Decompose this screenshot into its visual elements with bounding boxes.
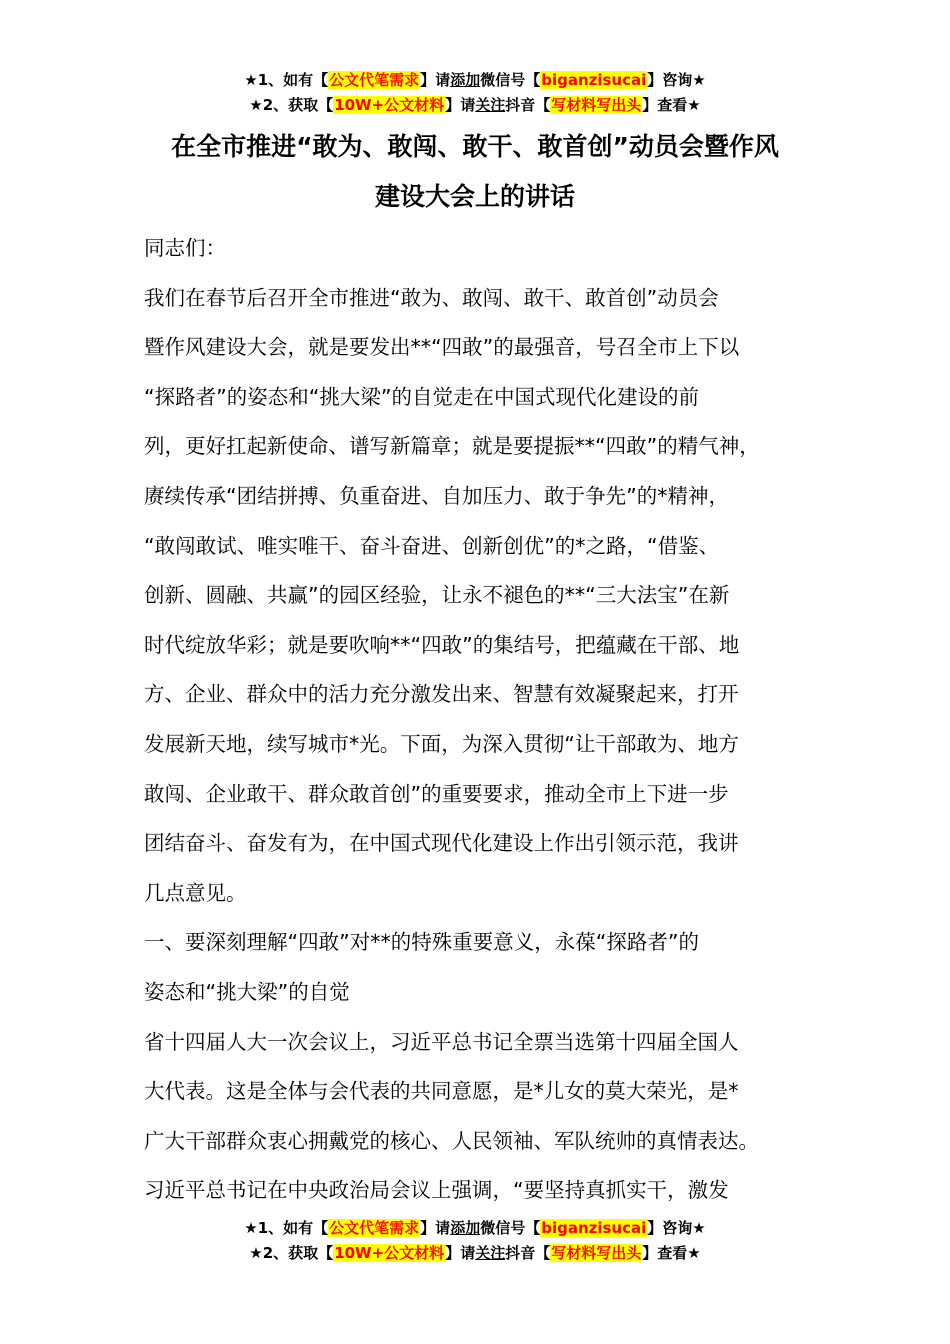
- underlined-text: 添加: [450, 1219, 481, 1237]
- banner-text: 】咨询★: [647, 1219, 706, 1237]
- title-line-1: 在全市推进“敢为、敢闯、敢干、敢首创”动员会暨作风: [171, 132, 779, 161]
- banner-line-2: [0, 1241, 950, 1266]
- body-line: 习近平总书记在中央政治局会议上强调，“要坚持真抓实干，激发: [144, 1178, 729, 1203]
- highlight-text: 10W+公文材料: [334, 96, 445, 114]
- document-body: [144, 224, 844, 1216]
- body-line: 暨作风建设大会，就是要发出**“四敢”的最强音，号召全市上下以: [144, 335, 740, 360]
- body-line: 团结奋斗、奋发有为，在中国式现代化建设上作出引领示范，我讲: [144, 831, 739, 856]
- banner-text: ★1、如有【: [244, 1219, 329, 1237]
- highlight-text: 公文代笔需求: [329, 1219, 420, 1237]
- body-line: “敢闯敢试、唯实唯干、奋斗奋进、创新创优”的*之路，“借鉴、: [144, 533, 720, 558]
- body-line: 我们在春节后召开全市推进“敢为、敢闯、敢干、敢首创”动员会: [144, 285, 719, 310]
- body-line: 广大干部群众衷心拥戴党的核心、人民领袖、军队统帅的真情表达。: [144, 1128, 759, 1153]
- highlight-text: 公文代笔需求: [329, 71, 420, 89]
- highlight-text: 写材料写出头: [551, 96, 642, 114]
- underlined-text: 添加: [450, 71, 481, 89]
- body-line: 时代绽放华彩；就是要吹响**“四敢”的集结号，把蕴藏在干部、地: [144, 632, 740, 657]
- body-line: 敢闯、企业敢干、群众敢首创”的重要要求，推动全市上下进一步: [144, 781, 729, 806]
- body-line: 一、要深刻理解“四敢”对**的特殊重要意义，永葆“探路者”的: [144, 930, 699, 955]
- body-line: 创新、圆融、共赢”的园区经验，让永不褪色的**“三大法宝”在新: [144, 583, 730, 608]
- banner-text: 】查看★: [642, 1244, 701, 1262]
- body-line: 方、企业、群众中的活力充分激发出来、智慧有效凝聚起来，打开: [144, 682, 739, 707]
- banner-line-1: [0, 1216, 950, 1241]
- highlight-text: biganzisucai: [541, 71, 647, 89]
- banner-text: 】请: [445, 1244, 476, 1262]
- body-line: 赓续传承“团结拼搏、负重奋进、自加压力、敢于争先”的*精神，: [144, 483, 729, 508]
- banner-text: 微信号【: [480, 71, 541, 89]
- banner-text: 】查看★: [642, 96, 701, 114]
- body-line: 同志们：: [144, 236, 226, 260]
- banner-line-1: [0, 68, 950, 93]
- banner-line-2: [0, 93, 950, 118]
- banner-text: 】请: [420, 1219, 451, 1237]
- body-line: 大代表。这是全体与会代表的共同意愿，是*儿女的莫大荣光，是*: [144, 1079, 739, 1104]
- banner-text: 微信号【: [480, 1219, 541, 1237]
- highlight-text: biganzisucai: [541, 1219, 647, 1237]
- body-line: 发展新天地，续写城市*光。下面，为深入贯彻“让干部敢为、地方: [144, 731, 739, 756]
- body-line: 姿态和“挑大梁”的自觉: [144, 979, 350, 1004]
- underlined-text: 关注: [475, 96, 506, 114]
- body-line: 几点意见。: [144, 880, 247, 905]
- highlight-text: 写材料写出头: [551, 1244, 642, 1262]
- underlined-text: 关注: [475, 1244, 506, 1262]
- header-banner: [0, 68, 950, 118]
- banner-text: 】咨询★: [647, 71, 706, 89]
- title-line-2: 建设大会上的讲话: [374, 182, 575, 211]
- highlight-text: 10W+公文材料: [334, 1244, 445, 1262]
- banner-text: 】请: [445, 96, 476, 114]
- banner-text: ★2、获取【: [249, 1244, 334, 1262]
- body-line: 省十四届人大一次会议上，习近平总书记全票当选第十四届全国人: [144, 1029, 739, 1054]
- banner-text: ★1、如有【: [244, 71, 329, 89]
- banner-text: 抖音【: [505, 1244, 551, 1262]
- footer-banner: [0, 1216, 950, 1266]
- banner-text: 】请: [420, 71, 451, 89]
- body-line: 列，更好扛起新使命、谱写新篇章；就是要提振**“四敢”的精气神，: [144, 434, 760, 459]
- banner-text: ★2、获取【: [249, 96, 334, 114]
- body-line: “探路者”的姿态和“挑大梁”的自觉走在中国式现代化建设的前: [144, 384, 699, 409]
- document-title: [0, 122, 950, 222]
- banner-text: 抖音【: [505, 96, 551, 114]
